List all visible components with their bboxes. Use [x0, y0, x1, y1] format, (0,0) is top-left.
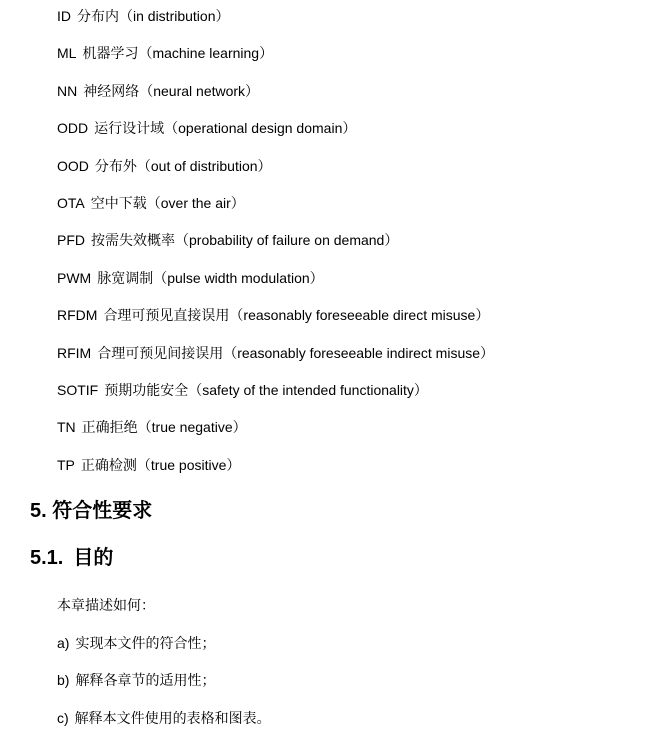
list-item	[57, 670, 271, 708]
subsection-title: 目的	[73, 547, 113, 569]
abbreviation-description: 空中下载（over the air）	[91, 195, 245, 211]
list-item-marker: b)	[57, 672, 69, 688]
abbreviation-item	[57, 6, 494, 43]
abbreviation-description: 脉宽调制（pulse width modulation）	[97, 270, 323, 286]
abbreviation-item	[57, 455, 494, 492]
abbreviation-description: 分布内（in distribution）	[77, 8, 230, 24]
abbreviation-term: TP	[57, 457, 75, 473]
abbreviation-item	[57, 230, 494, 267]
abbreviation-item	[57, 81, 494, 118]
subsection-heading	[30, 544, 113, 572]
abbreviation-description: 预期功能安全（safety of the intended functionality）	[104, 382, 428, 398]
abbreviation-description: 正确拒绝（true negative）	[82, 419, 247, 435]
intro-paragraph: 本章描述如何：	[57, 595, 271, 633]
body-text	[57, 595, 271, 745]
abbreviation-item	[57, 268, 494, 305]
list-item-marker: c)	[57, 710, 69, 726]
abbreviation-description: 合理可预见间接误用（reasonably foreseeable indirect misuse）	[97, 345, 494, 361]
list-item-text: 解释本文件使用的表格和图表。	[75, 710, 271, 726]
list-item-marker: a)	[57, 635, 69, 651]
abbreviation-term: ID	[57, 8, 71, 24]
abbreviation-item	[57, 343, 494, 380]
subsection-number: 5.1.	[30, 547, 63, 569]
abbreviation-term: TN	[57, 419, 76, 435]
abbreviation-term: SOTIF	[57, 382, 98, 398]
abbreviation-term: OOD	[57, 158, 89, 174]
list-item-text: 解释各章节的适用性；	[75, 672, 215, 688]
abbreviation-description: 机器学习（machine learning）	[82, 45, 273, 61]
section-heading: 5. 符合性要求	[30, 497, 152, 525]
list-item-text: 实现本文件的符合性；	[75, 635, 215, 651]
abbreviation-description: 运行设计域（operational design domain）	[94, 120, 356, 136]
abbreviation-item	[57, 417, 494, 454]
abbreviation-term: ODD	[57, 120, 88, 136]
list-item	[57, 633, 271, 671]
abbreviation-item	[57, 43, 494, 80]
abbreviation-item	[57, 118, 494, 155]
abbreviation-term: RFIM	[57, 345, 91, 361]
abbreviation-description: 正确检测（true positive）	[81, 457, 240, 473]
abbreviation-item	[57, 305, 494, 342]
abbreviation-description: 合理可预见直接误用（reasonably foreseeable direct misuse）	[103, 307, 489, 323]
abbreviation-term: PFD	[57, 232, 85, 248]
abbreviation-description: 按需失效概率（probability of failure on demand）	[91, 232, 398, 248]
abbreviation-term: ML	[57, 45, 76, 61]
abbreviation-term: PWM	[57, 270, 91, 286]
abbreviation-item	[57, 380, 494, 417]
abbreviation-term: NN	[57, 83, 77, 99]
abbreviation-item	[57, 156, 494, 193]
abbreviation-description: 分布外（out of distribution）	[95, 158, 272, 174]
abbreviation-description: 神经网络（neural network）	[83, 83, 259, 99]
abbreviation-item	[57, 193, 494, 230]
abbreviation-term: OTA	[57, 195, 85, 211]
abbreviation-term: RFDM	[57, 307, 97, 323]
list-item	[57, 708, 271, 745]
abbreviation-list	[57, 6, 494, 492]
